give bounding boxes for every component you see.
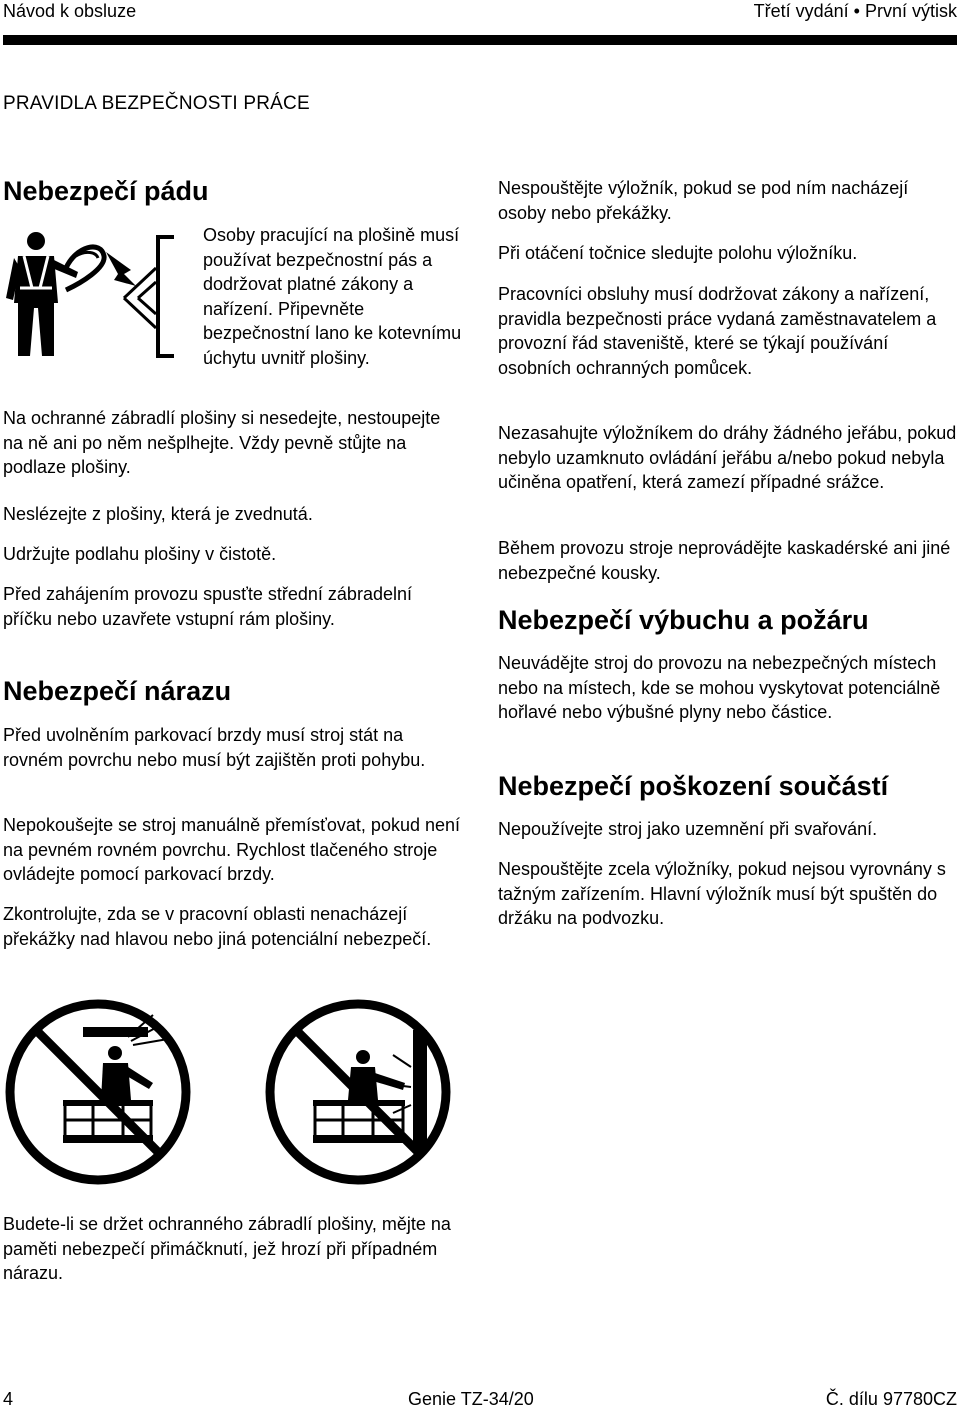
fall-heading: Nebezpečí pádu — [3, 176, 209, 206]
impact-heading: Nebezpečí nárazu — [3, 676, 232, 706]
header-printing: První výtisk — [864, 1, 957, 21]
paragraph-crane: Nezasahujte výložníkem do dráhy žádného jeřábu, pokud nebylo uzamknuto ovládání jeřábu a/nebo pokud nebyla učiněna opatření, která zamezí případné srážce. — [498, 423, 957, 492]
paragraph-tow-alignment: Nespouštějte zcela výložníky, pokud nejsou vyrovnány s tažným zařízením. Hlavní výložník musí být spuštěn do držáku na podvozku. — [498, 859, 946, 928]
explosion-heading: Nebezpečí výbuchu a požáru — [498, 605, 869, 635]
paragraph-no-climb: Neslézejte z plošiny, která je zvednutá. — [3, 504, 313, 524]
illustration-caption: Budete-li se držet ochranného zábradlí plošiny, mějte na paměti nebezpečí přimáčknutí, jež hrozí při případném nárazu. — [3, 1214, 451, 1283]
damage-heading: Nebezpečí poškození součástí — [498, 771, 889, 801]
paragraph-parking-brake: Před uvolněním parkovací brzdy musí stroj stát na rovném povrchu nebo musí být zajištěn proti pohybu. — [3, 725, 426, 770]
header-left: Návod k obsluze — [3, 1, 137, 21]
paragraph-overhead: Zkontrolujte, zda se v pracovní oblasti nenacházejí překážky nad hlavou nebo jiná potenciální nebezpečí. — [3, 904, 432, 949]
paragraph-clean-floor: Udržujte podlahu plošiny v čistotě. — [3, 544, 277, 564]
paragraph-turntable: Při otáčení točnice sledujte polohu výložníku. — [498, 243, 858, 263]
paragraph-hazardous-areas: Neuvádějte stroj do provozu na nebezpečných místech nebo na místech, kde se mohou vyskytovat potenciálně hořlavé nebo výbušné plyny nebo částice. — [498, 653, 941, 722]
paragraph-mid-rail: Před zahájením provozu spusťte střední zábradelní příčku nebo uzavřete vstupní rám plošiny. — [3, 584, 412, 629]
fall-text: Osoby pracující na plošině musí používat bezpečnostní pás a dodržovat platné zákony a nařízení. Připevněte bezpečnostní lano ke kotevnímu úchytu uvnitř plošiny. — [203, 225, 462, 368]
header-right — [754, 0, 957, 22]
section-label: PRAVIDLA BEZPEČNOSTI PRÁCE — [3, 93, 310, 114]
header-rule — [3, 35, 957, 45]
paragraph-stunts: Během provozu stroje neprovádějte kaskadérské ani jiné nebezpečné kousky. — [498, 538, 951, 583]
footer-page-number: 4 — [3, 1389, 14, 1409]
crush-hazard-prohibition-icon — [3, 995, 453, 1190]
safety-harness-icon — [6, 228, 196, 363]
footer-part-number: Č. dílu 97780CZ — [825, 1389, 957, 1409]
paragraph-lowering-boom: Nespouštějte výložník, pokud se pod ním nacházejí osoby nebo překážky. — [498, 178, 909, 223]
paragraph-welding-ground: Nepoužívejte stroj jako uzemnění při svařování. — [498, 819, 878, 839]
footer-model: Genie TZ-34/20 — [408, 1389, 534, 1409]
header-edition: Třetí vydání — [753, 1, 849, 21]
paragraph-guardrail: Na ochranné zábradlí plošiny si nesedejte, nestoupejte na ně ani po něm nešplhejte. Vždy pevně stůjte na podlaze plošiny. — [3, 408, 441, 477]
header-bullet: • — [853, 1, 860, 21]
paragraph-ppe: Pracovníci obsluhy musí dodržovat zákony a nařízení, pravidla bezpečnosti práce vydaná zaměstnavatelem a provozní řád staveniště, které se týkají používání osobních ochranných pomůcek. — [498, 284, 937, 378]
paragraph-manual-move: Nepokoušejte se stroj manuálně přemísťovat, pokud není na pevném rovném povrchu. Rychlost tlačeného stroje ovládejte pomocí parkovací brzdy. — [3, 815, 461, 884]
